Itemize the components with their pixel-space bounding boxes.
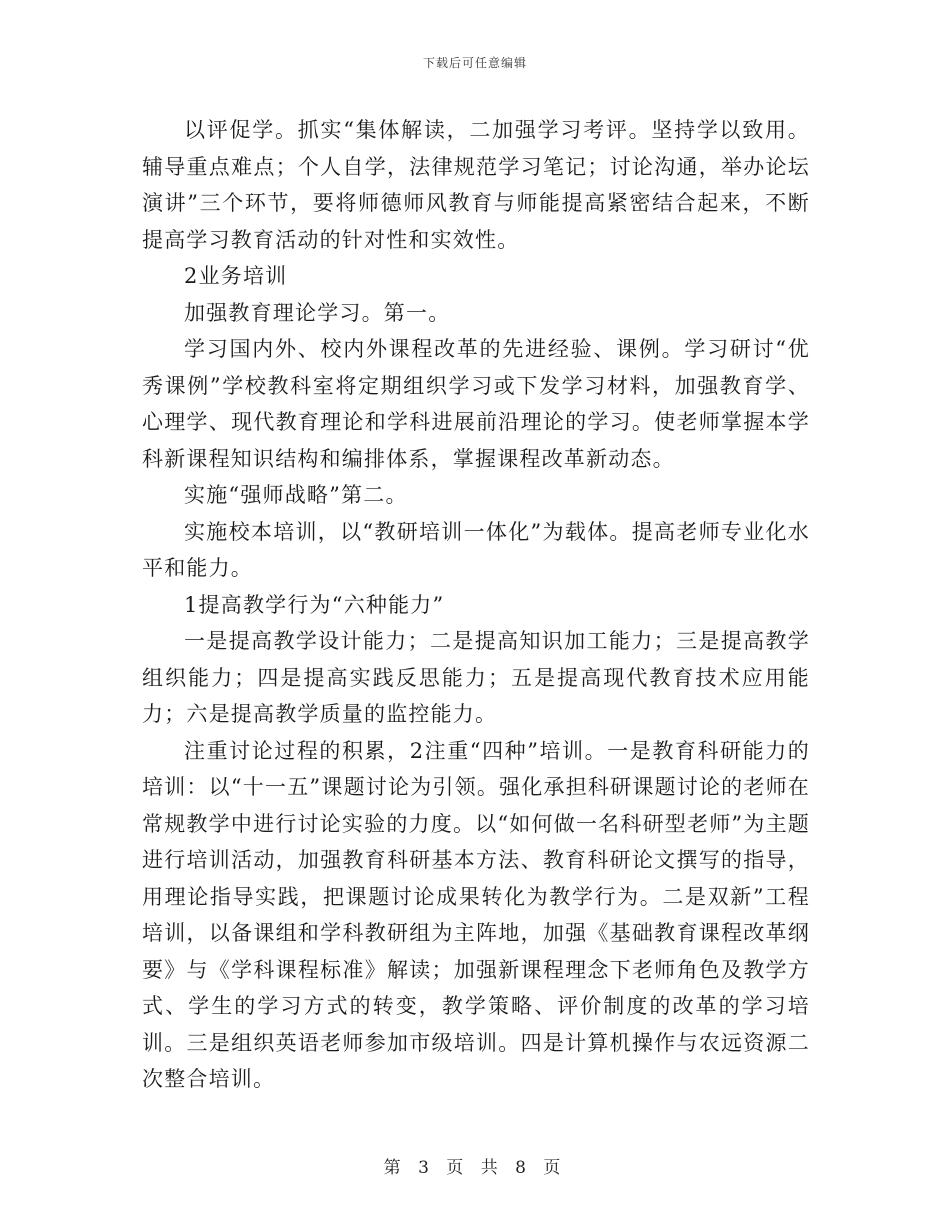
page-number-footer: 第 3 页 共 8 页 — [383, 1158, 567, 1178]
section-heading: 1提高教学行为“六种能力” — [184, 592, 445, 617]
paragraph: 加强教育理论学习。第一。 — [184, 300, 451, 325]
paragraph: 以评促学。抓实“集体解读，二加强学习考评。坚持学以致用。辅导重点难点；个人自学，法律规范学习笔记；讨论沟通，举办论坛演讲”三个环节，要将师德师风教育与师能提高紧密结合起来，不断提高学习教育活动的针对性和实效性。 — [142, 118, 810, 252]
page-header-note: 下载后可任意编辑 — [422, 56, 527, 70]
paragraph: 学习国内外、校内外课程改革的先进经验、课例。学习研讨“优秀课例”学校教科室将定期组织学习或下发学习材料，加强教育学、心理学、现代教育理论和学科进展前沿理论的学习。使老师掌握本学科新课程知识结构和编排体系，掌握课程改革新动态。 — [142, 337, 810, 471]
document-body — [142, 112, 810, 1098]
paragraph: 实施校本培训，以“教研培训一体化”为载体。提高老师专业化水平和能力。 — [142, 519, 810, 580]
section-heading: 2业务培训 — [184, 264, 288, 288]
paragraph: 一是提高教学设计能力；二是提高知识加工能力；三是提高教学组织能力；四是提高实践反思能力；五是提高现代教育技术应用能力；六是提高教学质量的监控能力。 — [142, 629, 810, 726]
paragraph: 实施“强师战略”第二。 — [184, 483, 408, 507]
paragraph: 注重讨论过程的积累，2注重“四种”培训。一是教育科研能力的培训：以“十一五”课题讨论为引领。强化承担科研课题讨论的老师在常规教学中进行讨论实验的力度。以“如何做一名科研型老师”为主题进行培训活动，加强教育科研基本方法、教育科研论文撰写的指导，用理论指导实践，把课题讨论成果转化为教学行为。二是双新”工程培训，以备课组和学科教研组为主阵地，加强《基础教育课程改革纲要》与《学科课程标准》解读；加强新课程理念下老师角色及教学方式、学生的学习方式的转变，教学策略、评价制度的改革的学习培训。三是组织英语老师参加市级培训。四是计算机操作与农远资源二次整合培训。 — [142, 738, 810, 1091]
